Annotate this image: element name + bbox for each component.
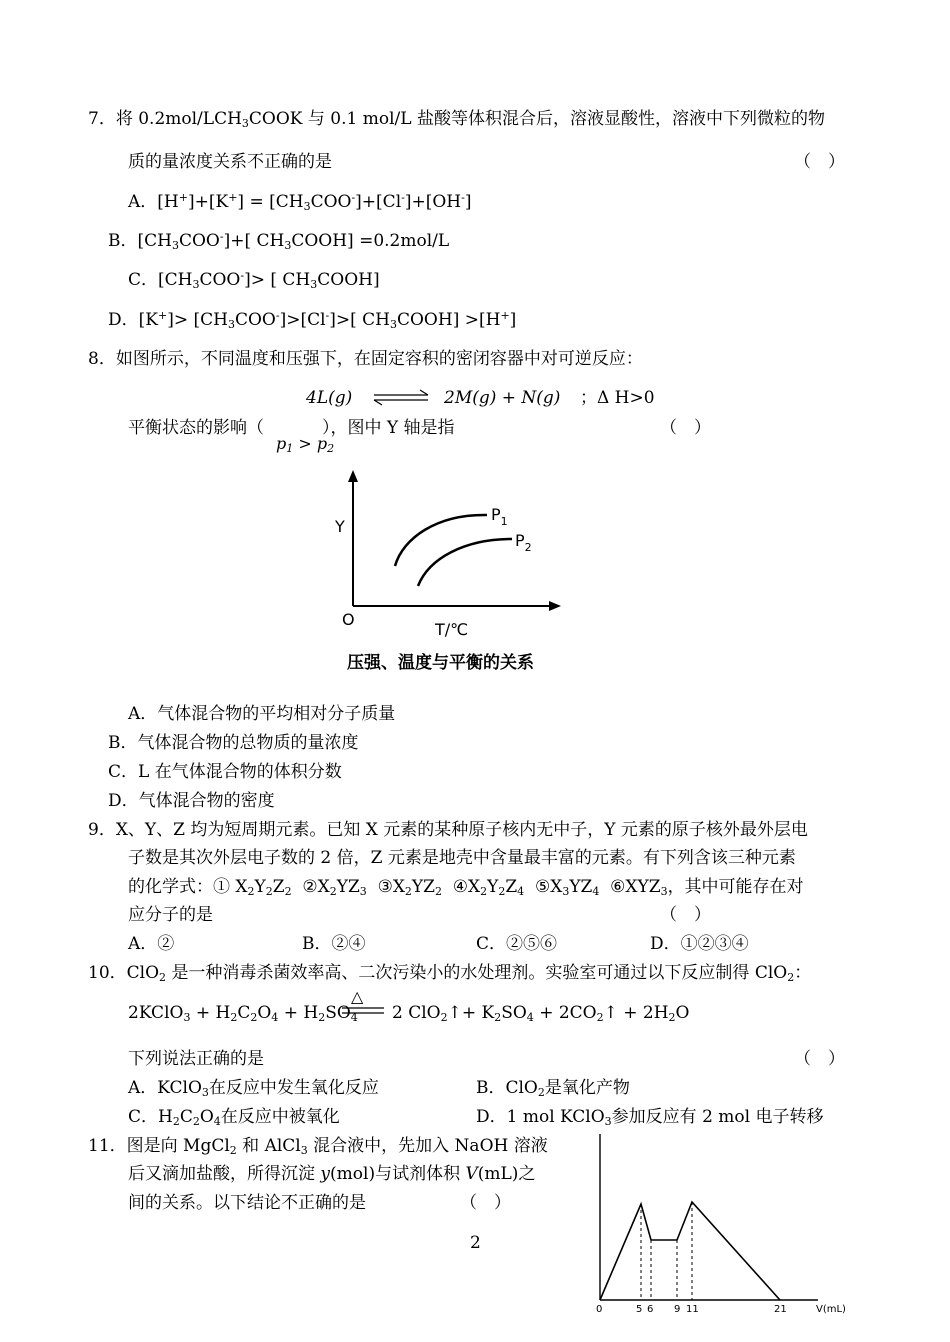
q8-equation-left: 4L(g) xyxy=(306,388,353,408)
q9-line2: 子数是其次外层电子数的 2 倍，Z 元素是地壳中含量最丰富的元素。有下列含该三种元素 xyxy=(128,848,796,868)
q7-number: 7． xyxy=(88,109,116,129)
fig-curve-label-p1: $P_1$ xyxy=(491,505,508,528)
q11-line3: 间的关系。以下结论不正确的是 xyxy=(128,1193,366,1213)
tick-label: 21 xyxy=(774,1304,787,1315)
heat-condition-icon xyxy=(340,984,386,1024)
tick-label: 5 xyxy=(636,1304,643,1315)
q8-answer-paren: （ ） xyxy=(660,418,711,438)
q7-stem-part: COOK 与 0.1 mol/L 盐酸等体积混合后，溶液显酸性，溶液中下列微粒的物 xyxy=(248,109,825,129)
svg-text:△: △ xyxy=(351,987,364,1006)
q8-stem-line1: 8．如图所示，不同温度和压强下，在固定容积的密闭容器中对可逆反应： xyxy=(88,349,643,369)
q10-reaction-right: 2 ClO$_2$↑+ $K_2SO_4$ + $2CO_2↑ + 2H_2O$ xyxy=(392,1003,690,1024)
equilibrium-arrow-icon xyxy=(370,387,432,407)
q11-line1: 11．图是向 MgCl$_2$ 和 AlCl$_3$ 混合液中，先加入 NaOH 溶液 xyxy=(88,1136,548,1157)
q8-figure xyxy=(325,462,575,682)
q7-answer-paren: （ ） xyxy=(794,152,845,172)
q9-line3: 的化学式：① $X_2Y_2Z_2$ $②X_2YZ_3$ $③X_2YZ_2$ $④X_2Y_2Z_4$ $⑤X_3YZ_4$ $⑥XYZ_3$，其中可能存在对 xyxy=(128,877,804,898)
x-axis-arrow-icon xyxy=(549,601,561,611)
fig-curve-label-p2: $P_2$ xyxy=(515,531,532,554)
fig-caption: 压强、温度与平衡的关系 xyxy=(347,653,534,673)
q9-answer-paren: （ ） xyxy=(660,905,711,925)
q9-line1: 9．X、Y、Z 均为短周期元素。已知 X 元素的某种原子核内无中子，Y 元素的原子核外最外层电 xyxy=(88,820,808,840)
fig-x-label: T/℃ xyxy=(435,620,469,639)
q8-stem-line2: 平衡状态的影响（ ），图中 Y 轴是指 xyxy=(128,418,455,438)
fig-origin-label: O xyxy=(342,610,355,629)
q9-option-d: D．①②③④ xyxy=(650,934,749,954)
q10-reaction-left: 2KClO$_3$ + $H_2C_2O_4 + H_2SO_4$ xyxy=(128,1003,358,1024)
q10-answer-paren: （ ） xyxy=(794,1049,845,1069)
q10-option-d: D．1 mol KClO$_3$参加反应有 2 mol 电子转移 xyxy=(476,1107,824,1128)
page-number: 2 xyxy=(470,1233,481,1253)
q8-option-a: A．气体混合物的平均相对分子质量 xyxy=(128,704,396,724)
precipitate-curve xyxy=(600,1202,780,1300)
q9-line4: 应分子的是 xyxy=(128,905,213,925)
q11-figure xyxy=(588,1132,858,1327)
fig-y-label: Y xyxy=(335,517,345,536)
q9-option-b: B．②④ xyxy=(302,934,366,954)
tick-label: 6 xyxy=(647,1304,654,1315)
y-axis-arrow-icon xyxy=(348,470,358,482)
q8-option-d: D．气体混合物的密度 xyxy=(108,791,275,811)
q8-option-c: C．L 在气体混合物的体积分数 xyxy=(108,762,342,782)
q9-option-a: A．② xyxy=(128,934,175,954)
q7-option-c: C．$[CH_3COO^-]>$ [ $CH_3COOH$] xyxy=(128,269,380,291)
q7-stem-line1: 7．将 $0.2mol/LCH_3COOK$ 与 0.1 mol/L 盐酸等体积混合后，溶液显酸性，溶液中下列微粒的物 xyxy=(88,109,825,130)
q8-pressure-condition: $p_1 > p_2$ xyxy=(276,434,335,455)
curve-p2 xyxy=(418,539,512,586)
fig-x-axis-label: V(mL) xyxy=(816,1304,846,1315)
q10-option-b: B．ClO$_2$是氧化产物 xyxy=(476,1078,630,1099)
q7-stem-line2: 质的量浓度关系不正确的是 xyxy=(128,152,332,172)
q10-line2: 下列说法正确的是 xyxy=(128,1049,264,1069)
q10-option-a: A．KClO$_3$在反应中发生氧化反应 xyxy=(128,1078,379,1099)
q9-option-c: C．②⑤⑥ xyxy=(476,934,558,954)
q10-option-c: C．$H_2C_2O_4$在反应中被氧化 xyxy=(128,1107,340,1128)
q10-line1: 10．ClO$_2$ 是一种消毒杀菌效率高、二次污染小的水处理剂。实验室可通过以下反应制得 ClO$_2$： xyxy=(88,963,812,984)
q7-option-b: B．$[CH_3COO^-]+$[ $CH_3COOH] =0.2mol/L$ xyxy=(108,230,450,252)
q11-line2: 后又滴加盐酸，所得沉淀 y(mol)与试剂体积 V(mL)之 xyxy=(128,1164,536,1184)
tick-label: 0 xyxy=(596,1304,603,1315)
q7-option-a: A．$[H^+]+[K^+] = [CH_3COO^-]+[Cl^-]+[OH^-]$ xyxy=(128,191,472,213)
q7-option-d: D．$[K^+]> [CH_3COO^-]>[Cl^-]>$[ $CH_3COOH] >[H^+]$ xyxy=(108,309,517,331)
q8-option-b: B．气体混合物的总物质的量浓度 xyxy=(108,733,359,753)
q8-equation-dh: ；Δ H>0 xyxy=(580,388,655,408)
q7-stem-part: 将 0.2mol/LCH xyxy=(115,109,242,129)
q8-equation-right: 2M(g) + N(g) xyxy=(444,388,561,408)
tick-label: 9 xyxy=(674,1304,681,1315)
tick-label: 11 xyxy=(686,1304,699,1315)
q11-answer-paren: （ ） xyxy=(460,1193,511,1213)
